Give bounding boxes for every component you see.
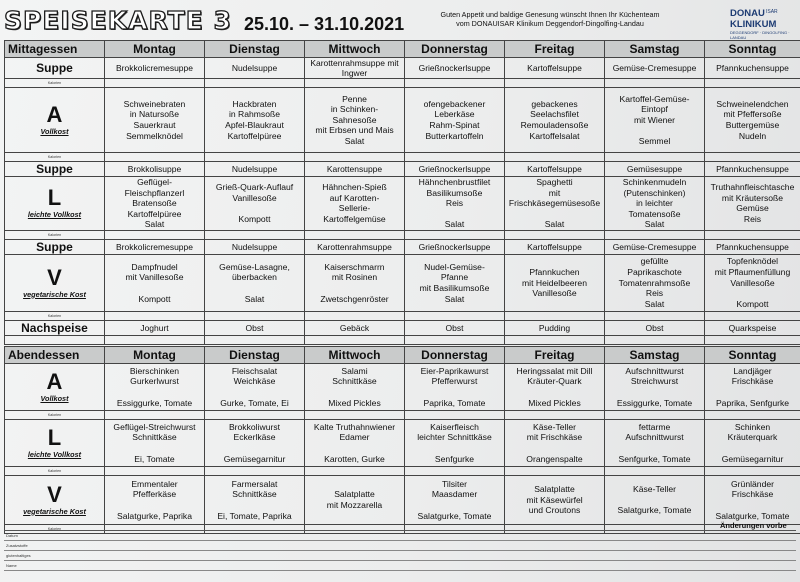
- soup-mittwoch: Karottenrahmsuppe mit Ingwer: [305, 58, 405, 79]
- diet-letter: A: [46, 368, 63, 394]
- allergen-codes: [105, 335, 205, 344]
- allergen-codes: [405, 153, 505, 162]
- changes-note: Änderungen vorbe: [720, 521, 787, 530]
- dish-montag: Dampfnudel mit Vanillesoße Kompott: [105, 254, 205, 311]
- allergen-codes: [605, 230, 705, 239]
- allergen-codes: [305, 467, 405, 476]
- dish-sonntag: Grünländer Frischkäse Salatgurke, Tomate: [705, 476, 800, 525]
- kcal-label: Kalorien: [47, 155, 62, 159]
- allergen-codes: [605, 79, 705, 88]
- allergen-codes: [305, 411, 405, 420]
- allergen-codes: [705, 467, 800, 476]
- dessert-montag: Joghurt: [105, 320, 205, 335]
- soup-samstag: Gemüse-Cremesuppe: [605, 58, 705, 79]
- allergen-codes: [205, 411, 305, 420]
- allergen-codes: [605, 411, 705, 420]
- allergen-codes: [605, 335, 705, 344]
- page-title: SPEISEKARTE 3: [4, 6, 232, 35]
- allergen-info-label: [5, 230, 105, 239]
- diet-v: [5, 476, 105, 525]
- dish-samstag: Aufschnittwurst Streichwurst Essiggurke, Tomate: [605, 364, 705, 411]
- brand-tagline: DEGGENDORF · DINGOLFING · LANDAU: [730, 30, 790, 40]
- clinic-logo: [730, 6, 798, 40]
- kcal-label: Kalorien: [47, 527, 62, 531]
- dessert-sonntag: Quarkspeise: [705, 320, 800, 335]
- dish-freitag: Pfannkuchen mit Heidelbeeren Vanillesoße: [505, 254, 605, 311]
- date-range: 25.10. – 31.10.2021: [244, 14, 405, 34]
- greeting: [420, 10, 680, 28]
- diet-letter: A: [46, 101, 63, 127]
- allergen-codes: [505, 79, 605, 88]
- allergen-codes: [605, 467, 705, 476]
- allergen-info-label: [5, 335, 105, 344]
- day-header-montag: Montag: [105, 41, 205, 58]
- allergen-codes: [105, 153, 205, 162]
- allergen-info-label: [5, 153, 105, 162]
- dish-mittwoch: Penne in Schinken- Sahnesoße mit Erbsen und Mais Salat: [305, 88, 405, 153]
- dish-samstag: Käse-Teller Salatgurke, Tomate: [605, 476, 705, 525]
- soup-sonntag: Pfannkuchensuppe: [705, 239, 800, 254]
- allergen-codes: [605, 153, 705, 162]
- day-header-freitag: Freitag: [505, 347, 605, 364]
- diet-category: vegetarische Kost: [23, 289, 86, 299]
- allergen-codes: [505, 411, 605, 420]
- diet-category: Vollkost: [40, 393, 69, 403]
- day-header-sonntag: Sonntag: [705, 41, 800, 58]
- kcal-label: Kalorien: [47, 232, 62, 237]
- diet-l: [5, 177, 105, 231]
- dish-sonntag: Topfenknödel mit Pflaumenfüllung Vanillesoße Kompott: [705, 254, 800, 311]
- allergens-label: glutenhaltiges: [6, 553, 31, 558]
- allergen-codes: [405, 311, 505, 320]
- allergen-codes: [105, 311, 205, 320]
- dish-freitag: Spaghetti mit Frischkäsegemüsesoße Salat: [505, 177, 605, 231]
- legend-row-allergens: [4, 551, 796, 561]
- allergen-codes: [505, 335, 605, 344]
- allergen-codes: [205, 230, 305, 239]
- soup-donnerstag: Grießnockerlsuppe: [405, 239, 505, 254]
- day-header-dienstag: Dienstag: [205, 41, 305, 58]
- dish-mittwoch: Salami Schnittkäse Mixed Pickles: [305, 364, 405, 411]
- diet-category: vegetarische Kost: [23, 506, 86, 516]
- soup-freitag: Kartoffelsuppe: [505, 162, 605, 177]
- allergen-codes: [205, 467, 305, 476]
- day-header-donnerstag: Donnerstag: [405, 41, 505, 58]
- allergen-codes: [405, 79, 505, 88]
- brand-sub: ISAR: [766, 9, 778, 15]
- day-header-freitag: Freitag: [505, 41, 605, 58]
- dish-montag: Schweinebraten in Natursoße Sauerkraut Semmelknödel: [105, 88, 205, 153]
- allergen-codes: [705, 411, 800, 420]
- soup-label: Suppe: [5, 239, 105, 254]
- dish-dienstag: Gemüse-Lasagne, überbacken Salat: [205, 254, 305, 311]
- kcal-label: Kalorien: [47, 469, 62, 473]
- dessert-donnerstag: Obst: [405, 320, 505, 335]
- name-label: Name: [6, 563, 17, 568]
- soup-dienstag: Nudelsuppe: [205, 239, 305, 254]
- dish-montag: Geflügel- Fleischpflanzerl Bratensoße Kartoffelpüree Salat: [105, 177, 205, 231]
- day-header-montag: Montag: [105, 347, 205, 364]
- allergen-codes: [405, 411, 505, 420]
- diet-category: leichte Vollkost: [27, 210, 82, 220]
- allergen-codes: [505, 467, 605, 476]
- soup-dienstag: Nudelsuppe: [205, 58, 305, 79]
- allergen-codes: [305, 311, 405, 320]
- dish-sonntag: Truthahnfleischtasche mit Kräutersoße Gemüse Reis: [705, 177, 800, 231]
- day-header-sonntag: Sonntag: [705, 347, 800, 364]
- day-header-samstag: Samstag: [605, 41, 705, 58]
- dish-sonntag: Schinken Kräuterquark Gemüsegarnitur: [705, 420, 800, 467]
- dish-dienstag: Hackbraten in Rahmsoße Apfel-Blaukraut Kartoffelpüree: [205, 88, 305, 153]
- soup-samstag: Gemüsesuppe: [605, 162, 705, 177]
- dinner-title: Abendessen: [5, 347, 105, 364]
- allergen-info-label: [5, 311, 105, 320]
- dish-freitag: Salatplatte mit Käsewürfel und Croutons: [505, 476, 605, 525]
- dish-samstag: fettarme Aufschnittwurst Senfgurke, Tomate: [605, 420, 705, 467]
- dish-mittwoch: Kaiserschmarrn mit Rosinen Zwetschgenröster: [305, 254, 405, 311]
- allergen-codes: [705, 230, 800, 239]
- allergen-codes: [105, 467, 205, 476]
- allergen-codes: [705, 153, 800, 162]
- allergen-codes: [405, 335, 505, 344]
- allergen-codes: [605, 311, 705, 320]
- legend-row-date: [4, 531, 796, 541]
- diet-category: leichte Vollkost: [27, 449, 82, 459]
- diet-letter: L: [47, 424, 62, 450]
- dish-mittwoch: Hähnchen-Spieß auf Karotten- Sellerie- Kartoffelgemüse: [305, 177, 405, 231]
- allergen-info-label: [5, 467, 105, 476]
- allergen-codes: [705, 311, 800, 320]
- soup-mittwoch: Karottenrahmsuppe: [305, 239, 405, 254]
- diet-category: Vollkost: [40, 126, 69, 136]
- dish-sonntag: Schweinelendchen mit Pfeffersoße Buttergemüse Nudeln: [705, 88, 800, 153]
- dish-freitag: gebackenes Seelachsfilet Remouladensoße Kartoffelsalat: [505, 88, 605, 153]
- dish-donnerstag: ofengebackener Leberkäse Rahm-Spinat Butterkartoffeln: [405, 88, 505, 153]
- allergen-codes: [105, 79, 205, 88]
- day-header-samstag: Samstag: [605, 347, 705, 364]
- allergen-info-label: [5, 411, 105, 420]
- diet-l: [5, 420, 105, 467]
- dish-freitag: Heringssalat mit Dill Kräuter-Quark Mixed Pickles: [505, 364, 605, 411]
- soup-montag: Brokkolisuppe: [105, 162, 205, 177]
- kcal-label: Kalorien: [47, 313, 62, 318]
- soup-montag: Brokkolicremesuppe: [105, 239, 205, 254]
- allergen-codes: [505, 153, 605, 162]
- dish-donnerstag: Tilsiter Maasdamer Salatgurke, Tomate: [405, 476, 505, 525]
- allergen-codes: [205, 79, 305, 88]
- allergen-codes: [205, 335, 305, 344]
- allergen-codes: [705, 335, 800, 344]
- day-header-mittwoch: Mittwoch: [305, 41, 405, 58]
- lunch-table: [4, 40, 800, 345]
- additives-label: Zusatzstoffe: [6, 543, 28, 548]
- date-label: Datum: [6, 533, 18, 538]
- dish-dienstag: Farmersalat Schnittkäse Ei, Tomate, Paprika: [205, 476, 305, 525]
- header: [0, 0, 800, 40]
- allergen-info-label: [5, 79, 105, 88]
- allergen-codes: [305, 79, 405, 88]
- soup-sonntag: Pfannkuchensuppe: [705, 162, 800, 177]
- dish-freitag: Käse-Teller mit Frischkäse Orangenspalte: [505, 420, 605, 467]
- allergen-codes: [205, 153, 305, 162]
- dish-sonntag: Landjäger Frischkäse Paprika, Senfgurke: [705, 364, 800, 411]
- dessert-label: Nachspeise: [5, 320, 105, 335]
- diet-letter: L: [47, 185, 62, 211]
- soup-label: Suppe: [5, 58, 105, 79]
- dessert-samstag: Obst: [605, 320, 705, 335]
- day-header-donnerstag: Donnerstag: [405, 347, 505, 364]
- day-header-dienstag: Dienstag: [205, 347, 305, 364]
- dish-montag: Bierschinken Gurkerlwurst Essiggurke, Tomate: [105, 364, 205, 411]
- dish-donnerstag: Nudel-Gemüse- Pfanne mit Basilikumsoße Salat: [405, 254, 505, 311]
- dessert-freitag: Pudding: [505, 320, 605, 335]
- dish-mittwoch: Kalte Truthahnwiener Edamer Karotten, Gurke: [305, 420, 405, 467]
- dish-donnerstag: Kaiserfleisch leichter Schnittkäse Senfgurke: [405, 420, 505, 467]
- soup-mittwoch: Karottensuppe: [305, 162, 405, 177]
- dish-samstag: gefüllte Paprikaschote Tomatenrahmsoße Reis Salat: [605, 254, 705, 311]
- dish-montag: Geflügel-Streichwurst Schnittkäse Ei, Tomate: [105, 420, 205, 467]
- soup-dienstag: Nudelsuppe: [205, 162, 305, 177]
- dish-dienstag: Grieß-Quark-Auflauf Vanillesoße Kompott: [205, 177, 305, 231]
- dish-samstag: Schinkenmudeln (Putenschinken) in leichter Tomatensoße Salat: [605, 177, 705, 231]
- dish-dienstag: Fleischsalat Weichkäse Gurke, Tomate, Ei: [205, 364, 305, 411]
- allergen-codes: [405, 230, 505, 239]
- allergen-codes: [505, 311, 605, 320]
- diet-letter: V: [47, 481, 62, 507]
- soup-freitag: Kartoffelsuppe: [505, 239, 605, 254]
- diet-letter: V: [47, 264, 62, 290]
- brand-line-1: DONAU: [730, 8, 765, 19]
- dish-mittwoch: Salatplatte mit Mozzarella: [305, 476, 405, 525]
- diet-v: [5, 254, 105, 311]
- greeting-line-1: Guten Appetit und baldige Genesung wünscht Ihnen Ihr Küchenteam: [440, 10, 660, 19]
- dish-donnerstag: Eier-Paprikawurst Pfefferwurst Paprika, Tomate: [405, 364, 505, 411]
- allergen-codes: [105, 230, 205, 239]
- soup-donnerstag: Grießnockerlsuppe: [405, 58, 505, 79]
- soup-samstag: Gemüse-Cremesuppe: [605, 239, 705, 254]
- allergen-codes: [105, 411, 205, 420]
- kcal-label: Kalorien: [47, 413, 62, 417]
- legend-row-name: [4, 561, 796, 571]
- dessert-mittwoch: Gebäck: [305, 320, 405, 335]
- dessert-dienstag: Obst: [205, 320, 305, 335]
- brand-line-2: KLINIKUM: [730, 19, 777, 30]
- diet-a: [5, 364, 105, 411]
- allergen-codes: [405, 467, 505, 476]
- legend-row-additives: [4, 541, 796, 551]
- dish-montag: Emmentaler Pfefferkäse Salatgurke, Paprika: [105, 476, 205, 525]
- soup-label: Suppe: [5, 162, 105, 177]
- soup-donnerstag: Grießnockerlsuppe: [405, 162, 505, 177]
- dish-samstag: Kartoffel-Gemüse- Eintopf mit Wiener Semmel: [605, 88, 705, 153]
- allergen-codes: [205, 311, 305, 320]
- soup-montag: Brokkolicremesuppe: [105, 58, 205, 79]
- greeting-line-2: vom DONAUISAR Klinikum Deggendorf-Dingolfing-Landau: [456, 19, 644, 28]
- diet-a: [5, 88, 105, 153]
- kcal-label: Kalorien: [47, 81, 62, 85]
- allergen-codes: [705, 79, 800, 88]
- day-header-mittwoch: Mittwoch: [305, 347, 405, 364]
- soup-sonntag: Pfannkuchensuppe: [705, 58, 800, 79]
- dish-dienstag: Brokkoliwurst Eckerlkäse Gemüsegarnitur: [205, 420, 305, 467]
- allergen-codes: [305, 153, 405, 162]
- allergen-codes: [505, 230, 605, 239]
- allergen-codes: [305, 230, 405, 239]
- dinner-table: [4, 346, 800, 534]
- dish-donnerstag: Hähnchenbrustfilet Basilikumsoße Reis Salat: [405, 177, 505, 231]
- allergen-codes: [305, 335, 405, 344]
- soup-freitag: Kartoffelsuppe: [505, 58, 605, 79]
- allergen-legend: [4, 530, 796, 581]
- lunch-title: Mittagessen: [5, 41, 105, 58]
